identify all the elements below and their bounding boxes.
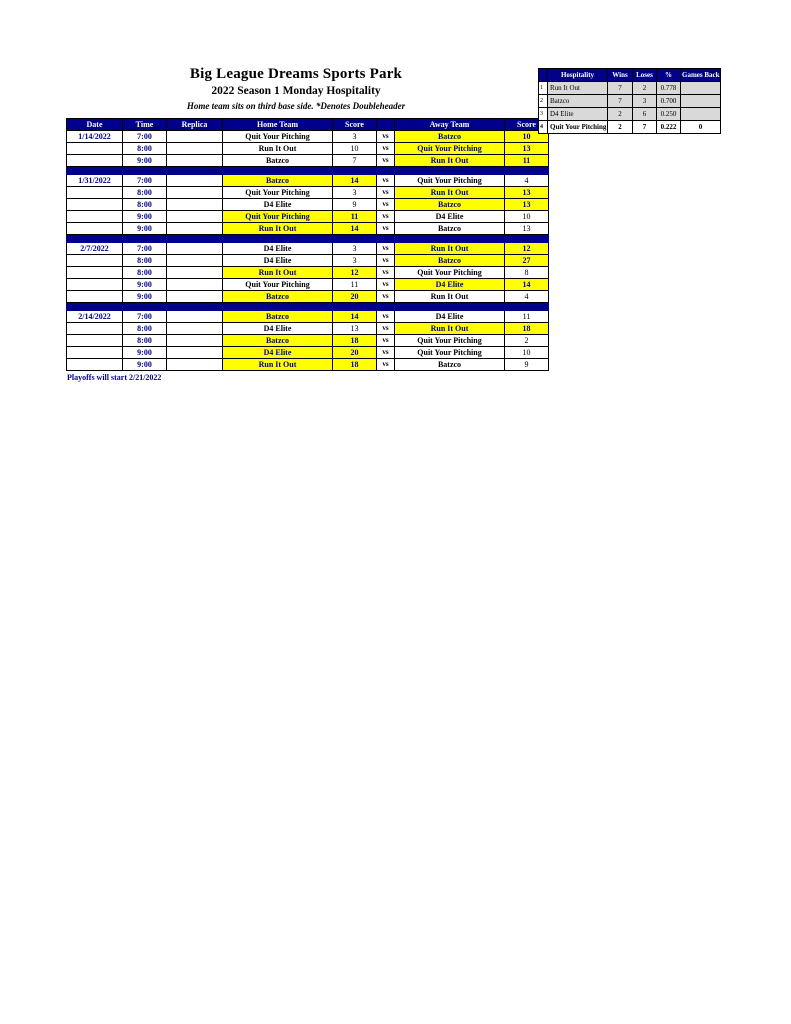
cell-time: 9:00: [123, 211, 167, 223]
cell-time: 9:00: [123, 347, 167, 359]
cell-away-score: 13: [505, 199, 549, 211]
cell-away-score: 8: [505, 267, 549, 279]
cell-away-team: Quit Your Pitching: [395, 175, 505, 187]
cell-replica: [167, 291, 223, 303]
cell-vs: vs: [377, 279, 395, 291]
cell-time: 8:00: [123, 255, 167, 267]
cell-away-team: Batzco: [395, 359, 505, 371]
cell-home-team: Quit Your Pitching: [223, 131, 333, 143]
cell-time: 8:00: [123, 143, 167, 155]
cell-time: 8:00: [123, 335, 167, 347]
cell-time: 7:00: [123, 311, 167, 323]
cell-home-team: Run It Out: [223, 143, 333, 155]
cell-date: [67, 187, 123, 199]
schedule-table: [66, 118, 549, 371]
cell-away-score: 10: [505, 131, 549, 143]
cell-home-team: Batzco: [223, 155, 333, 167]
table-row: [67, 199, 549, 211]
table-row: [67, 291, 549, 303]
cell-vs: vs: [377, 335, 395, 347]
cell-loses: 3: [633, 95, 657, 108]
cell-games-back: [681, 82, 721, 95]
cell-away-score: 4: [505, 291, 549, 303]
cell-replica: [167, 311, 223, 323]
cell-replica: [167, 255, 223, 267]
cell-replica: [167, 243, 223, 255]
cell-vs: vs: [377, 211, 395, 223]
cell-time: 9:00: [123, 155, 167, 167]
cell-home-team: Quit Your Pitching: [223, 279, 333, 291]
cell-vs: vs: [377, 267, 395, 279]
cell-team: Batzco: [548, 95, 608, 108]
cell-home-team: D4 Elite: [223, 255, 333, 267]
table-row: [67, 311, 549, 323]
table-row: [67, 155, 549, 167]
standings-body: [539, 82, 721, 134]
cell-away-team: D4 Elite: [395, 311, 505, 323]
cell-loses: 2: [633, 82, 657, 95]
schedule-block-separator: [67, 167, 549, 175]
cell-home-team: Batzco: [223, 335, 333, 347]
cell-home-team: Run It Out: [223, 359, 333, 371]
cell-home-team: Batzco: [223, 311, 333, 323]
cell-wins: 7: [608, 82, 633, 95]
cell-home-team: D4 Elite: [223, 323, 333, 335]
col-home-score: Score: [333, 119, 377, 131]
standings-row: [539, 95, 721, 108]
cell-vs: vs: [377, 223, 395, 235]
cell-time: 7:00: [123, 243, 167, 255]
cell-date: 2/14/2022: [67, 311, 123, 323]
cell-wins: 2: [608, 108, 633, 121]
cell-away-team: Batzco: [395, 255, 505, 267]
cell-time: 8:00: [123, 323, 167, 335]
cell-rank: 4: [539, 121, 548, 134]
cell-home-score: 3: [333, 255, 377, 267]
standings-row: [539, 121, 721, 134]
cell-vs: vs: [377, 199, 395, 211]
cell-replica: [167, 267, 223, 279]
cell-away-team: Batzco: [395, 199, 505, 211]
cell-away-team: Quit Your Pitching: [395, 143, 505, 155]
standings-row: [539, 82, 721, 95]
schedule-block-separator: [67, 303, 549, 311]
cell-away-score: 11: [505, 311, 549, 323]
cell-date: [67, 155, 123, 167]
cell-games-back: [681, 95, 721, 108]
col-team: Hospitality: [548, 69, 608, 82]
separator-cell: [67, 167, 549, 175]
cell-home-team: Run It Out: [223, 267, 333, 279]
cell-time: 7:00: [123, 175, 167, 187]
cell-away-team: Run It Out: [395, 155, 505, 167]
cell-home-score: 12: [333, 267, 377, 279]
cell-home-score: 3: [333, 243, 377, 255]
cell-replica: [167, 131, 223, 143]
cell-time: 8:00: [123, 187, 167, 199]
cell-time: 9:00: [123, 223, 167, 235]
cell-date: [67, 335, 123, 347]
cell-vs: vs: [377, 243, 395, 255]
cell-away-score: 18: [505, 323, 549, 335]
cell-vs: vs: [377, 323, 395, 335]
cell-date: [67, 291, 123, 303]
cell-team: Run It Out: [548, 82, 608, 95]
cell-home-score: 14: [333, 223, 377, 235]
cell-away-score: 11: [505, 155, 549, 167]
table-row: [67, 323, 549, 335]
cell-vs: vs: [377, 187, 395, 199]
page-title: Big League Dreams Sports Park: [189, 66, 403, 82]
cell-home-team: Batzco: [223, 291, 333, 303]
cell-away-team: Run It Out: [395, 323, 505, 335]
cell-date: [67, 347, 123, 359]
cell-away-team: Batzco: [395, 223, 505, 235]
cell-home-score: 9: [333, 199, 377, 211]
table-row: [67, 211, 549, 223]
cell-replica: [167, 347, 223, 359]
col-home-team: Home Team: [223, 119, 333, 131]
cell-away-score: 2: [505, 335, 549, 347]
cell-vs: vs: [377, 347, 395, 359]
col-pct: %: [657, 69, 681, 82]
cell-home-score: 20: [333, 291, 377, 303]
cell-away-score: 12: [505, 243, 549, 255]
table-row: [67, 187, 549, 199]
col-replica: Replica: [167, 119, 223, 131]
separator-cell: [67, 235, 549, 243]
playoff-note: Playoffs will start 2/21/2022: [67, 373, 162, 382]
col-time: Time: [123, 119, 167, 131]
cell-home-score: 20: [333, 347, 377, 359]
cell-time: 8:00: [123, 267, 167, 279]
cell-date: [67, 211, 123, 223]
cell-games-back: [681, 108, 721, 121]
cell-home-score: 18: [333, 359, 377, 371]
cell-date: [67, 223, 123, 235]
cell-away-score: 13: [505, 187, 549, 199]
cell-away-team: Quit Your Pitching: [395, 347, 505, 359]
cell-home-team: Quit Your Pitching: [223, 187, 333, 199]
cell-wins: 7: [608, 95, 633, 108]
cell-home-score: 7: [333, 155, 377, 167]
table-row: [67, 359, 549, 371]
cell-away-score: 10: [505, 211, 549, 223]
col-wins: Wins: [608, 69, 633, 82]
cell-vs: vs: [377, 311, 395, 323]
col-vs: [377, 119, 395, 131]
standings-table: [538, 68, 721, 134]
cell-replica: [167, 359, 223, 371]
table-row: [67, 223, 549, 235]
cell-games-back: 0: [681, 121, 721, 134]
cell-pct: 0.778: [657, 82, 681, 95]
cell-away-team: Quit Your Pitching: [395, 335, 505, 347]
cell-away-team: Batzco: [395, 131, 505, 143]
cell-away-score: 10: [505, 347, 549, 359]
col-away-score: Score: [505, 119, 549, 131]
cell-time: 9:00: [123, 279, 167, 291]
cell-team: D4 Elite: [548, 108, 608, 121]
cell-pct: 0.700: [657, 95, 681, 108]
col-games-back: Games Back: [681, 69, 721, 82]
document-title-block: [66, 66, 526, 113]
cell-replica: [167, 143, 223, 155]
cell-replica: [167, 175, 223, 187]
table-row: [67, 347, 549, 359]
cell-away-score: 14: [505, 279, 549, 291]
cell-vs: vs: [377, 291, 395, 303]
schedule-body: [67, 131, 549, 371]
table-row: [67, 143, 549, 155]
cell-home-score: 11: [333, 211, 377, 223]
cell-date: [67, 143, 123, 155]
cell-home-score: 18: [333, 335, 377, 347]
cell-time: 8:00: [123, 199, 167, 211]
standings-header-row: [539, 69, 721, 82]
cell-home-score: 14: [333, 311, 377, 323]
cell-date: [67, 199, 123, 211]
cell-date: [67, 267, 123, 279]
cell-replica: [167, 335, 223, 347]
cell-away-score: 13: [505, 143, 549, 155]
cell-vs: vs: [377, 255, 395, 267]
cell-date: 1/14/2022: [67, 131, 123, 143]
cell-home-score: 14: [333, 175, 377, 187]
cell-away-score: 9: [505, 359, 549, 371]
cell-home-score: 13: [333, 323, 377, 335]
cell-date: [67, 359, 123, 371]
cell-home-team: Run It Out: [223, 223, 333, 235]
cell-away-team: D4 Elite: [395, 279, 505, 291]
cell-home-score: 3: [333, 131, 377, 143]
cell-away-team: Quit Your Pitching: [395, 267, 505, 279]
cell-loses: 7: [633, 121, 657, 134]
cell-pct: 0.250: [657, 108, 681, 121]
cell-date: 2/7/2022: [67, 243, 123, 255]
cell-team: Quit Your Pitching: [548, 121, 608, 134]
cell-home-team: Batzco: [223, 175, 333, 187]
cell-home-team: D4 Elite: [223, 243, 333, 255]
cell-away-team: Run It Out: [395, 243, 505, 255]
cell-vs: vs: [377, 359, 395, 371]
table-row: [67, 267, 549, 279]
table-row: [67, 279, 549, 291]
col-loses: Loses: [633, 69, 657, 82]
cell-replica: [167, 211, 223, 223]
table-row: [67, 255, 549, 267]
page-note: Home team sits on third base side. *Denotes Doubleheader: [186, 101, 406, 111]
cell-date: [67, 323, 123, 335]
table-row: [67, 335, 549, 347]
cell-home-score: 10: [333, 143, 377, 155]
standings-row: [539, 108, 721, 121]
col-away-team: Away Team: [395, 119, 505, 131]
cell-wins: 2: [608, 121, 633, 134]
col-date: Date: [67, 119, 123, 131]
cell-away-team: Run It Out: [395, 291, 505, 303]
cell-home-team: Quit Your Pitching: [223, 211, 333, 223]
schedule-header-row: [67, 119, 549, 131]
cell-away-score: 13: [505, 223, 549, 235]
cell-vs: vs: [377, 143, 395, 155]
cell-rank: 1: [539, 82, 548, 95]
cell-home-score: 11: [333, 279, 377, 291]
cell-home-team: D4 Elite: [223, 347, 333, 359]
cell-away-score: 27: [505, 255, 549, 267]
cell-replica: [167, 187, 223, 199]
cell-replica: [167, 323, 223, 335]
col-rank: [539, 69, 548, 82]
table-row: [67, 131, 549, 143]
cell-away-score: 4: [505, 175, 549, 187]
cell-vs: vs: [377, 155, 395, 167]
cell-replica: [167, 199, 223, 211]
cell-replica: [167, 223, 223, 235]
cell-vs: vs: [377, 175, 395, 187]
cell-rank: 2: [539, 95, 548, 108]
cell-home-score: 3: [333, 187, 377, 199]
page-subtitle: 2022 Season 1 Monday Hospitality: [211, 85, 381, 97]
cell-home-team: D4 Elite: [223, 199, 333, 211]
separator-cell: [67, 303, 549, 311]
cell-time: 9:00: [123, 359, 167, 371]
cell-replica: [167, 279, 223, 291]
cell-date: [67, 279, 123, 291]
table-row: [67, 243, 549, 255]
cell-pct: 0.222: [657, 121, 681, 134]
cell-away-team: Run It Out: [395, 187, 505, 199]
cell-vs: vs: [377, 131, 395, 143]
table-row: [67, 175, 549, 187]
cell-time: 9:00: [123, 291, 167, 303]
cell-time: 7:00: [123, 131, 167, 143]
cell-rank: 3: [539, 108, 548, 121]
cell-date: 1/31/2022: [67, 175, 123, 187]
cell-loses: 6: [633, 108, 657, 121]
schedule-block-separator: [67, 235, 549, 243]
cell-away-team: D4 Elite: [395, 211, 505, 223]
cell-date: [67, 255, 123, 267]
cell-replica: [167, 155, 223, 167]
